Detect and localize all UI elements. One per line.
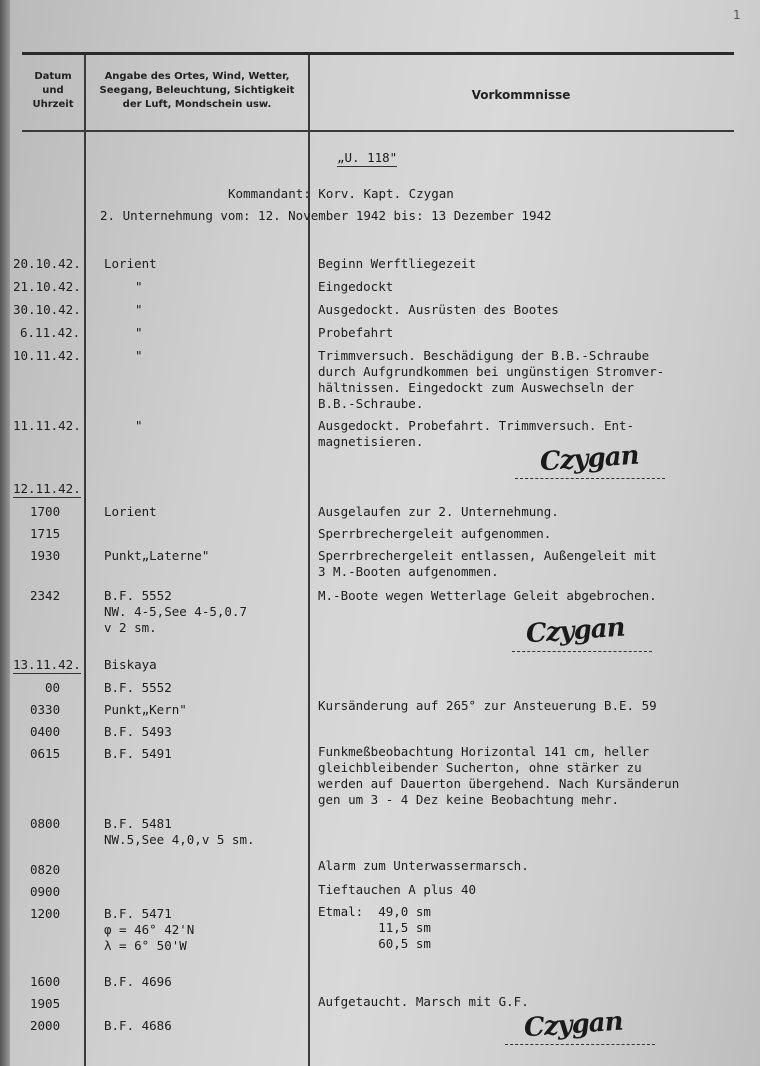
row-place: B.F. 5481 NW.5,See 4,0,v 5 sm. xyxy=(104,816,255,847)
row-event: Sperrbrechergeleit entlassen, Außengeleit mit 3 M.-Booten aufgenommen. xyxy=(318,548,657,579)
table-top-rule xyxy=(22,52,734,55)
unternehmung-line: 2. Unternehmung vom: 12. November 1942 bis: 13 Dezember 1942 xyxy=(100,208,552,223)
kommandant-line: Kommandant: Korv. Kapt. Czygan xyxy=(228,186,454,201)
row-event: Probefahrt xyxy=(318,325,394,340)
column-divider-2 xyxy=(308,55,310,1066)
row-date: 2000 xyxy=(30,1018,61,1033)
row-place: B.F. 5552 NW. 4-5,See 4-5,0.7 v 2 sm. xyxy=(104,588,247,635)
row-date: 0900 xyxy=(30,884,61,899)
signature-line xyxy=(512,651,652,652)
row-date: 0820 xyxy=(30,862,61,877)
row-place: Punkt„Laterne" xyxy=(104,548,210,563)
row-place: " xyxy=(135,325,143,340)
row-date: 20.10.42. xyxy=(13,256,81,271)
boat-name: „U. 118" xyxy=(337,150,398,165)
row-date: 13.11.42. xyxy=(13,657,81,672)
row-date: 1700 xyxy=(30,504,61,519)
row-event: Ausgedockt. Ausrüsten des Bootes xyxy=(318,302,559,317)
row-event: Aufgetaucht. Marsch mit G.F. xyxy=(318,994,529,1009)
commander-signature: Czygan xyxy=(525,612,626,650)
row-place: " xyxy=(135,348,143,363)
row-place: B.F. 4686 xyxy=(104,1018,172,1033)
row-date: 1600 xyxy=(30,974,61,989)
row-place: " xyxy=(135,279,143,294)
row-date: 1200 xyxy=(30,906,61,921)
row-place: " xyxy=(135,302,143,317)
row-event: M.-Boote wegen Wetterlage Geleit abgebrochen. xyxy=(318,588,657,603)
scan-edge xyxy=(0,0,10,1066)
row-event: Eingedockt xyxy=(318,279,394,294)
row-event: Trimmversuch. Beschädigung der B.B.-Schraube durch Aufgrundkommen bei ungünstigen Stromver- hältnissen. Eingedockt zum Auswechseln der B.B.-Schraube. xyxy=(318,348,665,411)
row-date: 21.10.42. xyxy=(13,279,81,294)
row-place: Lorient xyxy=(104,504,157,519)
row-date: 0330 xyxy=(30,702,61,717)
commander-signature: Czygan xyxy=(523,1006,624,1044)
row-date: 00 xyxy=(45,680,61,695)
row-place: Punkt„Kern" xyxy=(104,702,187,717)
signature-line xyxy=(505,1044,655,1045)
commander-signature: Czygan xyxy=(539,440,640,478)
row-place: Biskaya xyxy=(104,657,157,672)
row-event: Alarm zum Unterwassermarsch. xyxy=(318,858,529,873)
row-event: Ausgedockt. Probefahrt. Trimmversuch. Ent- magnetisieren. xyxy=(318,418,635,449)
signature-line xyxy=(515,478,665,479)
row-place: B.F. 5493 xyxy=(104,724,172,739)
row-place: Lorient xyxy=(104,256,157,271)
header-datum: Datum und Uhrzeit xyxy=(32,71,74,110)
row-date: 30.10.42. xyxy=(13,302,81,317)
row-date: 1930 xyxy=(30,548,61,563)
row-event: Ausgelaufen zur 2. Unternehmung. xyxy=(318,504,559,519)
header-vorkommnisse: Vorkommnisse xyxy=(471,88,571,102)
row-date: 6.11.42. xyxy=(20,325,81,340)
header-angabe: Angabe des Ortes, Wind, Wetter, Seegang, Beleuchtung, Sichtigkeit der Luft, Mondschein usw. xyxy=(99,71,295,110)
row-date: 1715 xyxy=(30,526,61,541)
row-date: 0800 xyxy=(30,816,61,831)
row-date: 10.11.42. xyxy=(13,348,81,363)
row-place: B.F. 5471 φ = 46° 42'N λ = 6° 50'W xyxy=(104,906,195,953)
row-date: 1905 xyxy=(30,996,61,1011)
row-event: Funkmeßbeobachtung Horizontal 141 cm, heller gleichbleibender Sucherton, ohne stärker zu werden auf Dauerton übergehend. Nach Kursänderun gen um 3 - 4 Dez keine Beobachtung mehr. xyxy=(318,744,680,807)
row-date: 0615 xyxy=(30,746,61,761)
row-date: 11.11.42. xyxy=(13,418,81,433)
row-place: " xyxy=(135,418,143,433)
row-event: Beginn Werftliegezeit xyxy=(318,256,477,271)
row-date: 2342 xyxy=(30,588,61,603)
page-number: 1 xyxy=(733,8,741,22)
row-place: B.F. 4696 xyxy=(104,974,172,989)
row-place: B.F. 5552 xyxy=(104,680,172,695)
row-date: 12.11.42. xyxy=(13,481,81,496)
row-event: Sperrbrechergeleit aufgenommen. xyxy=(318,526,552,541)
header-bottom-rule xyxy=(22,130,734,132)
row-event: Etmal: 49,0 sm 11,5 sm 60,5 sm xyxy=(318,904,431,951)
row-event: Tieftauchen A plus 40 xyxy=(318,882,477,897)
row-event: Kursänderung auf 265° zur Ansteuerung B.E. 59 xyxy=(318,698,657,713)
column-divider-1 xyxy=(84,55,86,1066)
row-place: B.F. 5491 xyxy=(104,746,172,761)
row-date: 0400 xyxy=(30,724,61,739)
